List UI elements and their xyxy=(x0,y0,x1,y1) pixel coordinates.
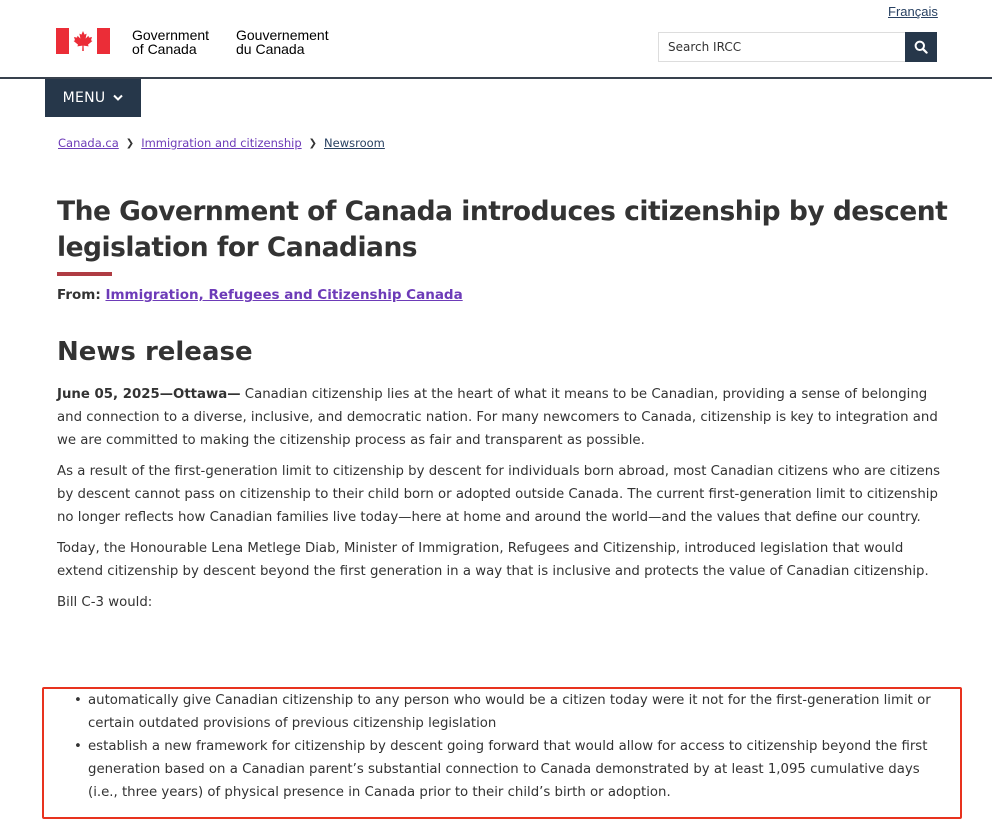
highlight-annotation-box xyxy=(42,687,962,819)
dateline: June 05, 2025—Ottawa— xyxy=(57,387,241,402)
chevron-right-icon: ❯ xyxy=(308,137,318,149)
search-input[interactable] xyxy=(658,32,905,62)
search-bar xyxy=(658,32,937,62)
list-item: • automatically give Canadian citizenship to any person who would be a citizen today were it not for the first-generation limit or certain outdated provisions of previous citizenship legislation xyxy=(72,689,944,735)
chevron-down-icon xyxy=(113,94,123,102)
paragraph-2: As a result of the first-generation limit to citizenship by descent for individuals born abroad, most Canadian citizens who are citizens by descent cannot pass on citizenship to their child born or adopted outside Canada. The current first-generation limit to citizenship no longer reflects how Canadian families live today—here at home and around the world—and the values that define our country. xyxy=(57,464,941,525)
menu-button[interactable] xyxy=(45,79,141,117)
signature-english: Government of Canada xyxy=(132,27,210,57)
government-of-canada-logo[interactable] xyxy=(56,28,346,58)
paragraph-1: June 05, 2025—Ottawa— Canadian citizenship lies at the heart of what it means to be Canadian, providing a sense of belonging and connection to a diverse, inclusive, and democratic nation. For many newcomers to Canada, citizenship is key to integration and we are committed to making the citizenship process as fair and transparent as possible. xyxy=(57,387,938,448)
breadcrumb-immigration[interactable]: Immigration and citizenship xyxy=(141,136,302,150)
canada-flag-icon xyxy=(56,28,110,54)
chevron-right-icon: ❯ xyxy=(125,137,135,149)
search-icon xyxy=(914,40,928,54)
page-title: The Government of Canada introduces citizenship by descent legislation for Canadians xyxy=(57,196,948,263)
list-item: • establish a new framework for citizenship by descent going forward that would allow for access to citizenship beyond the first generation based on a Canadian parent’s substantial connection to Canada demonstrated by at least 1,095 cumulative days (i.e., three years) of physical presence in Canada prior to their child’s birth or adoption. xyxy=(72,735,944,804)
language-toggle-link[interactable]: Français xyxy=(888,4,938,19)
paragraph-3: Today, the Honourable Lena Metlege Diab, Minister of Immigration, Refugees and Citizenship, introduced legislation that would extend citizenship by descent beyond the first generation in a way that is inclusive and protects the value of Canadian citizenship. xyxy=(57,541,929,579)
breadcrumb xyxy=(58,136,385,150)
header-divider xyxy=(0,77,992,79)
article-body xyxy=(57,383,942,800)
search-button[interactable] xyxy=(905,32,937,62)
title-accent-bar xyxy=(57,272,112,276)
breadcrumb-canada-ca[interactable]: Canada.ca xyxy=(58,136,119,150)
section-heading: News release xyxy=(57,337,253,367)
paragraph-4: Bill C-3 would: xyxy=(57,595,153,610)
from-label: From: xyxy=(57,287,101,303)
menu-label: MENU xyxy=(62,90,106,106)
from-organization-link[interactable]: Immigration, Refugees and Citizenship Canada xyxy=(105,287,463,303)
signature-french: Gouvernement du Canada xyxy=(236,27,329,57)
breadcrumb-newsroom[interactable]: Newsroom xyxy=(324,136,385,150)
from-line xyxy=(57,287,463,303)
